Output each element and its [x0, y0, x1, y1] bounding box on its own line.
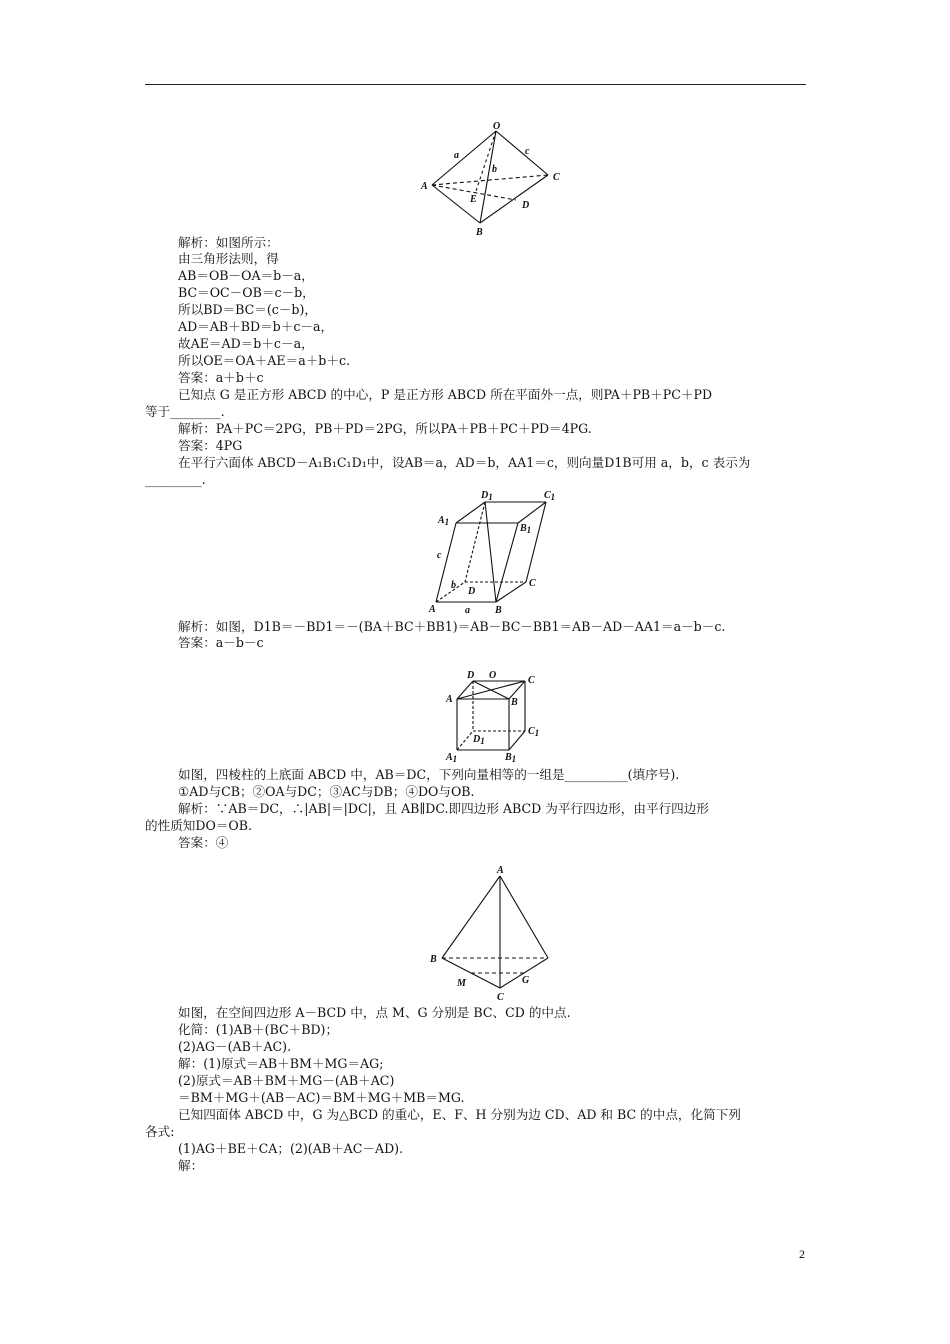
page-number: 2 [799, 1247, 805, 1261]
text-line: AD＝AB＋BD＝b＋c－a， [178, 319, 334, 334]
text-line: 解析：如图所示： [178, 235, 279, 250]
label-B1: B1 [520, 523, 532, 535]
text-line: 解析：如图，D1B＝－BD1＝－(BA＋BC＋BB1)＝AB－BC－BB1＝AB－AD－AA1＝a－b－c. [178, 619, 726, 634]
text-line: 答案：a＋b＋c [178, 370, 264, 385]
text-line: ＝BM＋MG＋(AB－AC)＝BM＋MG＋MB＝MG. [178, 1090, 465, 1105]
label-b-vec: b [451, 580, 456, 591]
label-D1: D1 [481, 490, 493, 502]
text-line: _________. [145, 472, 206, 487]
label-a-vec: a [465, 605, 470, 616]
label-C: C [553, 172, 560, 183]
label-O: O [489, 670, 497, 681]
text-line: AB＝OB－OA＝b－a， [178, 268, 314, 283]
figure-tetrahedron [425, 862, 555, 1007]
label-a: a [454, 150, 459, 161]
label-c: c [525, 146, 530, 157]
label-A: A [421, 181, 428, 192]
label-G: G [522, 975, 530, 986]
text-line: 化简：(1)AB＋(BC＋BD)； [178, 1022, 339, 1037]
text-line: (2)AG－(AB＋AC). [178, 1039, 292, 1054]
text-line: 故AE＝AD＝b＋c－a， [178, 336, 314, 351]
text-line: ①AD与CB；②OA与DC；③AC与DB；④DO与OB. [178, 784, 475, 799]
text-line: 等于________. [145, 404, 225, 419]
label-C: C [528, 675, 535, 686]
text-line: 的性质知DO＝OB. [145, 818, 252, 833]
label-A: A [446, 694, 453, 705]
label-A: A [429, 604, 436, 615]
text-line: 各式: [145, 1124, 175, 1139]
label-D1: D1 [473, 734, 485, 746]
label-A1: A1 [438, 515, 450, 527]
label-C1: C1 [544, 490, 556, 502]
label-B: B [430, 954, 437, 965]
label-D: D [467, 670, 475, 681]
text-line: 所以OE＝OA＋AE＝a＋b＋c. [178, 353, 351, 368]
text-line: 解析：PA＋PC＝2PG，PB＋PD＝2PG，所以PA＋PB＋PC＋PD＝4PG. [178, 421, 592, 436]
text-line: 如图，在空间四边形 A－BCD 中，点 M、G 分别是 BC、CD 的中点. [178, 1005, 571, 1020]
label-B: B [511, 697, 518, 708]
text-line: 已知四面体 ABCD 中，G 为△BCD 的重心，E、F、H 分别为边 CD、AD 和 BC 的中点，化简下列 [178, 1107, 741, 1122]
label-D: D [522, 200, 530, 211]
text-line: 在平行六面体 ABCD－A₁B₁C₁D₁中，设AB＝a，AD＝b，AA1＝c，则向量D1B可用 a，b，c 表示为 [178, 455, 751, 470]
label-D: D [468, 586, 476, 597]
text-line: 所以BD＝BC＝(c－b)， [178, 302, 317, 317]
text-line: 解析：∵AB＝DC，∴|AB|＝|DC|，且 AB∥DC.即四边形 ABCD 为平行四边形，由平行四边形 [178, 801, 709, 816]
text-line: 由三角形法则，得 [178, 251, 279, 266]
text-line: 解：(1)原式＝AB＋BM＋MG＝AG; [178, 1056, 384, 1071]
text-line: 答案：4PG [178, 438, 243, 453]
text-line: 答案：a－b－c [178, 635, 264, 650]
figure-parallelepiped [425, 486, 575, 616]
figure-vector-pyramid [418, 120, 568, 240]
label-c-vec: c [437, 550, 442, 561]
label-E: E [470, 194, 477, 205]
label-C: C [497, 992, 504, 1003]
text-line: 解： [178, 1158, 204, 1173]
figure-prism [443, 668, 553, 764]
label-A: A [497, 865, 504, 876]
text-line: 如图，四棱柱的上底面 ABCD 中，AB＝DC，下列向量相等的一组是__________(填序号). [178, 767, 680, 782]
text-line: (1)AG＋BE＋CA；(2)(AB＋AC－AD). [178, 1141, 404, 1156]
label-A1: A1 [446, 752, 458, 764]
label-B1: B1 [505, 752, 517, 764]
label-C: C [529, 578, 536, 589]
label-b: b [492, 164, 497, 175]
text-line: BC＝OC－OB＝c－b， [178, 285, 315, 300]
label-C1: C1 [528, 726, 540, 738]
label-B: B [495, 605, 502, 616]
label-M: M [457, 978, 466, 989]
header-rule [145, 84, 806, 85]
text-line: 答案：④ [178, 835, 229, 850]
label-B: B [476, 227, 483, 238]
text-line: (2)原式＝AB＋BM＋MG－(AB＋AC) [178, 1073, 395, 1088]
text-line: 已知点 G 是正方形 ABCD 的中心，P 是正方形 ABCD 所在平面外一点，则PA＋PB＋PC＋PD [178, 387, 713, 402]
label-O: O [493, 121, 501, 132]
